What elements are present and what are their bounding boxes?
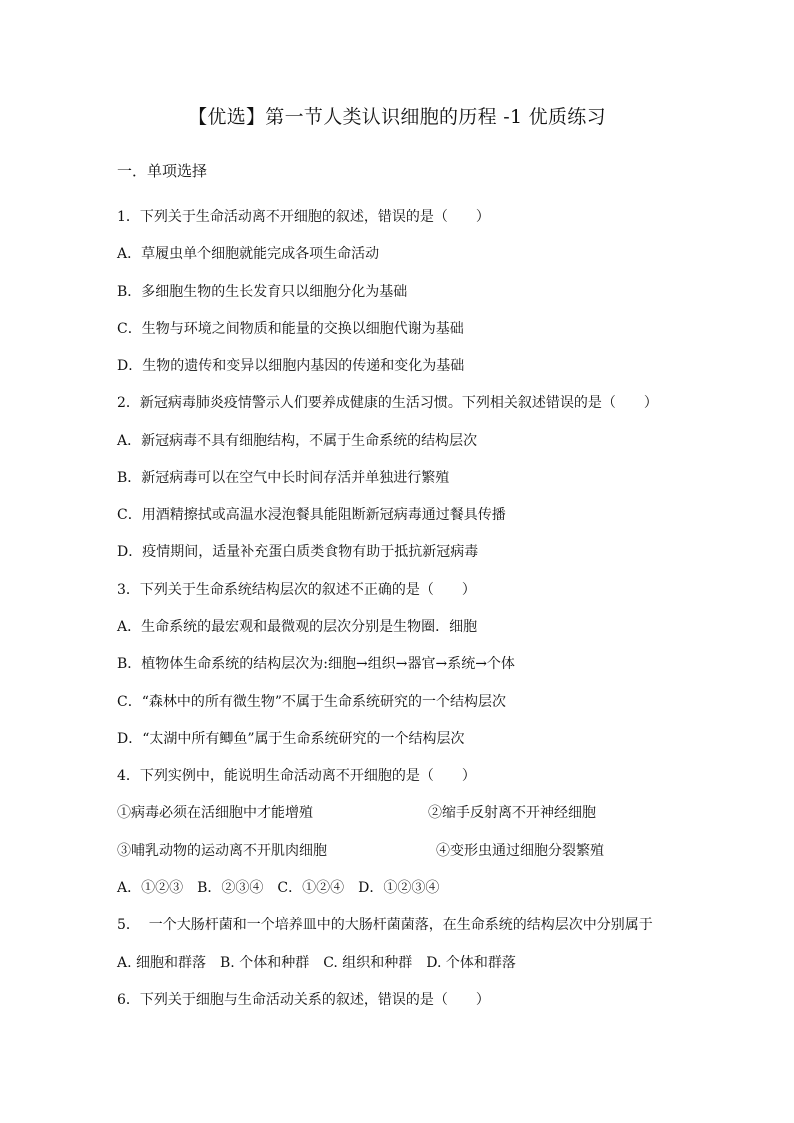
question-2-option-d: D．疫情期间，适量补充蛋白质类食物有助于抵抗新冠病毒 [117,544,479,560]
question-3-option-d: D．“太湖中所有鲫鱼”属于生命系统研究的一个结构层次 [117,731,465,747]
question-3-option-c: C．“森林中的所有微生物”不属于生命系统研究的一个结构层次 [117,694,507,710]
question-1-option-b: B．多细胞生物的生长发育只以细胞分化为基础 [117,284,408,300]
question-1-option-a: A．草履虫单个细胞就能完成各项生命活动 [117,246,380,262]
section-heading: 一．单项选择 [117,162,208,180]
question-4-choices: A．①②③ B．②③④ C．①②④ D．①②③④ [117,880,440,896]
question-1-option-d: D．生物的遗传和变异以细胞内基因的传递和变化为基础 [117,358,465,374]
question-3-stem: 3．下列关于生命系统结构层次的叙述不正确的是（ ） [117,582,476,598]
document-title: 【优选】第一节人类认识细胞的历程 -1 优质练习 [188,106,606,128]
question-2-option-b: B．新冠病毒可以在空气中长时间存活并单独进行繁殖 [117,470,450,486]
question-5-stem: 5． 一个大肠杆菌和一个培养皿中的大肠杆菌菌落，在生命系统的结构层次中分别属于 [117,917,653,933]
question-2-option-c: C．用酒精擦拭或高温水浸泡餐具能阻断新冠病毒通过餐具传播 [117,507,506,523]
question-4-item-3: ③哺乳动物的运动离不开肌肉细胞 [117,843,327,859]
question-4-item-4: ④变形虫通过细胞分裂繁殖 [436,843,604,859]
question-4-item-1: ①病毒必须在活细胞中才能增殖 [117,805,313,821]
question-1-stem: 1．下列关于生命活动离不开细胞的叙述，错误的是（ ） [117,209,490,225]
question-2-stem: 2．新冠病毒肺炎疫情警示人们要养成健康的生活习惯。下列相关叙述错误的是（ ） [117,395,658,411]
question-3-option-a: A．生命系统的最宏观和最微观的层次分别是生物圈．细胞 [117,619,478,635]
question-4-item-2: ②缩手反射离不开神经细胞 [428,805,596,821]
question-2-option-a: A．新冠病毒不具有细胞结构，不属于生命系统的结构层次 [117,433,478,449]
question-6-stem: 6．下列关于细胞与生命活动关系的叙述，错误的是（ ） [117,992,490,1008]
question-5-choices: A. 细胞和群落 B. 个体和种群 C. 组织和种群 D. 个体和群落 [117,955,516,971]
question-4-stem: 4．下列实例中，能说明生命活动离不开细胞的是（ ） [117,768,476,784]
question-1-option-c: C．生物与环境之间物质和能量的交换以细胞代谢为基础 [117,321,464,337]
question-3-option-b: B．植物体生命系统的结构层次为:细胞→组织→器官→系统→个体 [117,656,515,672]
